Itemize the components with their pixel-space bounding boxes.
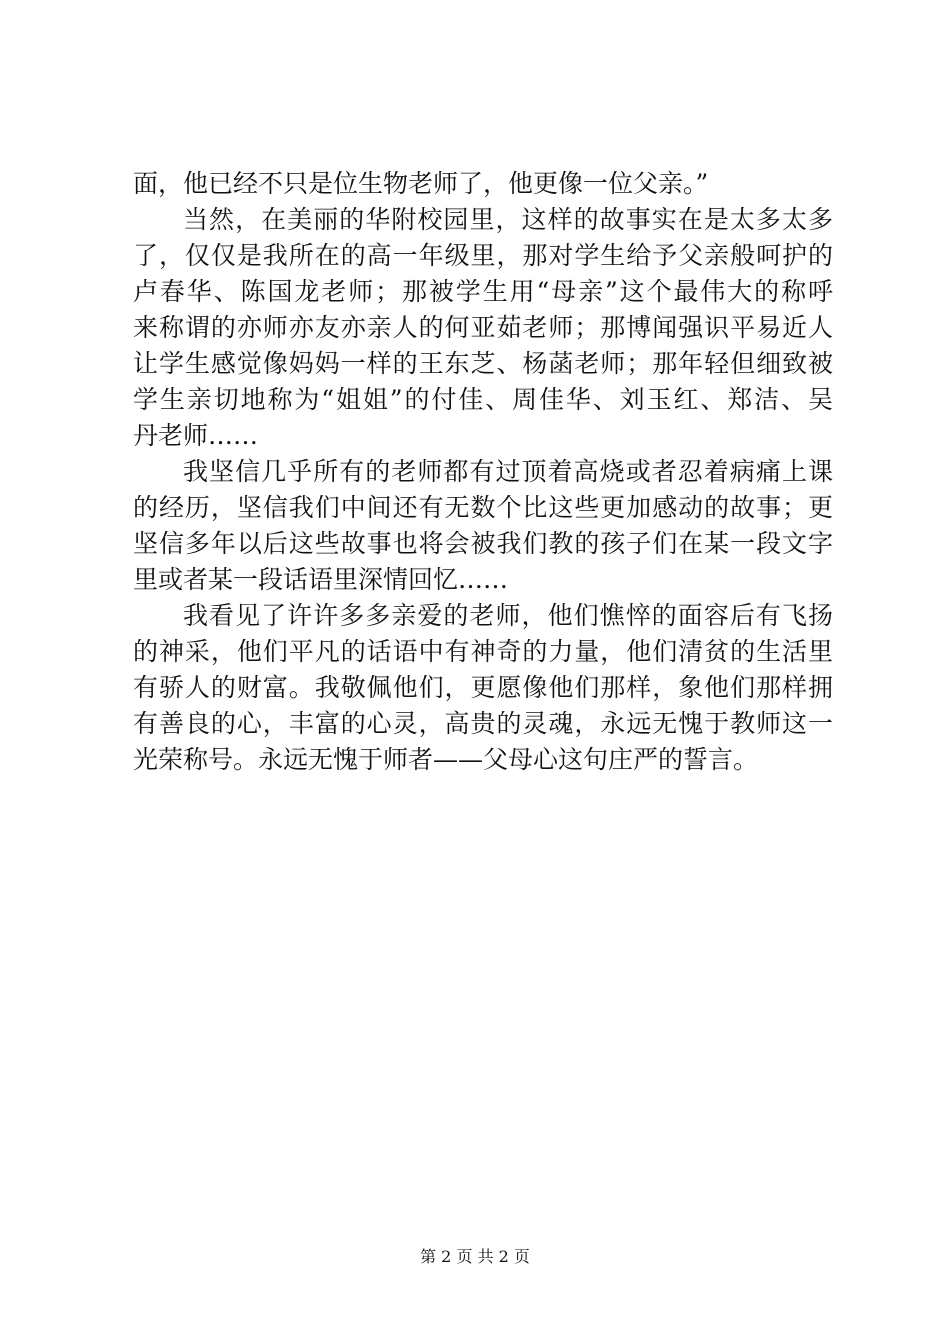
text-line: 有善良的心，丰富的心灵，高贵的灵魂，永远无愧于教师这一 bbox=[133, 709, 833, 738]
text-line: 光荣称号。永远无愧于师者——父母心这句庄严的誓言。 bbox=[133, 745, 759, 774]
text-line: 坚信多年以后这些故事也将会被我们教的孩子们在某一段文字 bbox=[133, 529, 833, 558]
paragraph-first-line: 我坚信几乎所有的老师都有过顶着高烧或者忍着病痛上课 bbox=[183, 457, 833, 486]
paragraph-first-line: 当然，在美丽的华附校园里，这样的故事实在是太多太多 bbox=[183, 205, 833, 234]
text-line: 来称谓的亦师亦友亦亲人的何亚茹老师；那博闻强识平易近人 bbox=[133, 313, 833, 342]
page-number-footer: 第 2 页 共 2 页 bbox=[420, 1247, 530, 1266]
body-text bbox=[133, 166, 833, 778]
text-line: 卢春华、陈国龙老师；那被学生用“母亲”这个最伟大的称呼 bbox=[133, 277, 833, 306]
text-line: 里或者某一段话语里深情回忆…… bbox=[133, 565, 509, 594]
text-line: 丹老师…… bbox=[133, 421, 259, 450]
text-line: 面，他已经不只是位生物老师了，他更像一位父亲。” bbox=[133, 169, 709, 198]
text-line: 让学生感觉像妈妈一样的王东芝、杨菡老师；那年轻但细致被 bbox=[133, 349, 833, 378]
text-line: 的经历，坚信我们中间还有无数个比这些更加感动的故事；更 bbox=[133, 493, 833, 522]
paragraph-first-line: 我看见了许许多多亲爱的老师，他们憔悴的面容后有飞扬 bbox=[183, 601, 833, 630]
text-line: 的神采，他们平凡的话语中有神奇的力量，他们清贫的生活里 bbox=[133, 637, 833, 666]
text-line: 有骄人的财富。我敬佩他们，更愿像他们那样，象他们那样拥 bbox=[133, 673, 833, 702]
text-line: 学生亲切地称为“姐姐”的付佳、周佳华、刘玉红、郑洁、吴 bbox=[133, 385, 833, 414]
text-line: 了，仅仅是我所在的高一年级里，那对学生给予父亲般呵护的 bbox=[133, 241, 833, 270]
